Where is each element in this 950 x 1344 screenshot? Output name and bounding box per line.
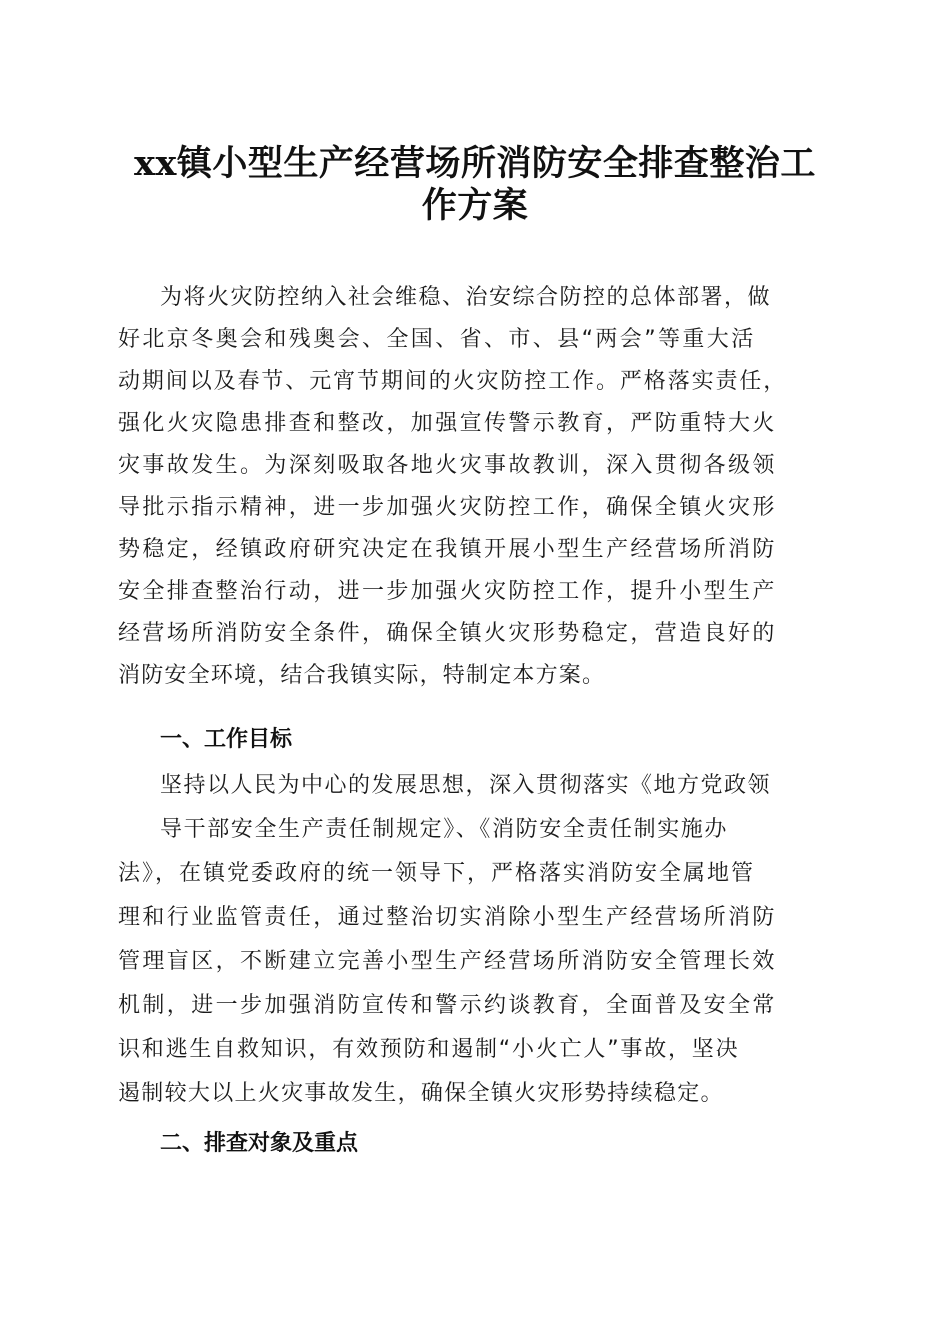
section1-line: 理和行业监管责任，通过整治切实消除小型生产经营场所消防 xyxy=(118,905,777,930)
intro-line: 好北京冬奥会和残奥会、全国、省、市、县“两会”等重大活 xyxy=(118,327,756,352)
section1-line: 坚持以人民为中心的发展思想，深入贯彻落实《地方党政领 xyxy=(160,773,772,798)
intro-line: 动期间以及春节、元宵节期间的火灾防控工作。严格落实责任， xyxy=(118,369,788,394)
section1-line: 机制，进一步加强消防宣传和警示约谈教育，全面普及安全常 xyxy=(118,993,777,1018)
document-title-line-1: xx镇小型生产经营场所消防安全排查整治工 xyxy=(134,143,816,184)
document-title-line-2: 作方案 xyxy=(421,185,529,226)
section1-line: 遏制较大以上火灾事故发生，确保全镇火灾形势持续稳定。 xyxy=(118,1081,724,1106)
intro-line: 导批示指示精神，进一步加强火灾防控工作，确保全镇火灾形 xyxy=(118,495,777,520)
intro-line: 消防安全环境，结合我镇实际，特制定本方案。 xyxy=(118,663,606,688)
intro-line: 势稳定，经镇政府研究决定在我镇开展小型生产经营场所消防 xyxy=(118,537,777,562)
intro-line: 安全排查整治行动，进一步加强火灾防控工作，提升小型生产 xyxy=(118,579,777,604)
section1-line: 导干部安全生产责任制规定》、《消防安全责任制实施办 xyxy=(160,817,729,842)
intro-line: 强化火灾隐患排查和整改，加强宣传警示教育，严防重特大火 xyxy=(118,411,777,436)
section-heading-goals: 一、工作目标 xyxy=(160,727,293,752)
intro-line: 经营场所消防安全条件，确保全镇火灾形势稳定，营造良好的 xyxy=(118,621,777,646)
section-heading-targets: 二、排查对象及重点 xyxy=(160,1131,359,1156)
intro-line: 灾事故发生。为深刻吸取各地火灾事故教训，深入贯彻各级领 xyxy=(118,453,777,478)
intro-line: 为将火灾防控纳入社会维稳、治安综合防控的总体部署，做 xyxy=(160,285,772,310)
section1-line: 法》，在镇党委政府的统一领导下，严格落实消防安全属地管 xyxy=(118,861,756,886)
section1-line: 管理盲区，不断建立完善小型生产经营场所消防安全管理长效 xyxy=(118,949,777,974)
section1-line: 识和逃生自救知识，有效预防和遏制“小火亡人”事故，坚决 xyxy=(118,1037,740,1062)
